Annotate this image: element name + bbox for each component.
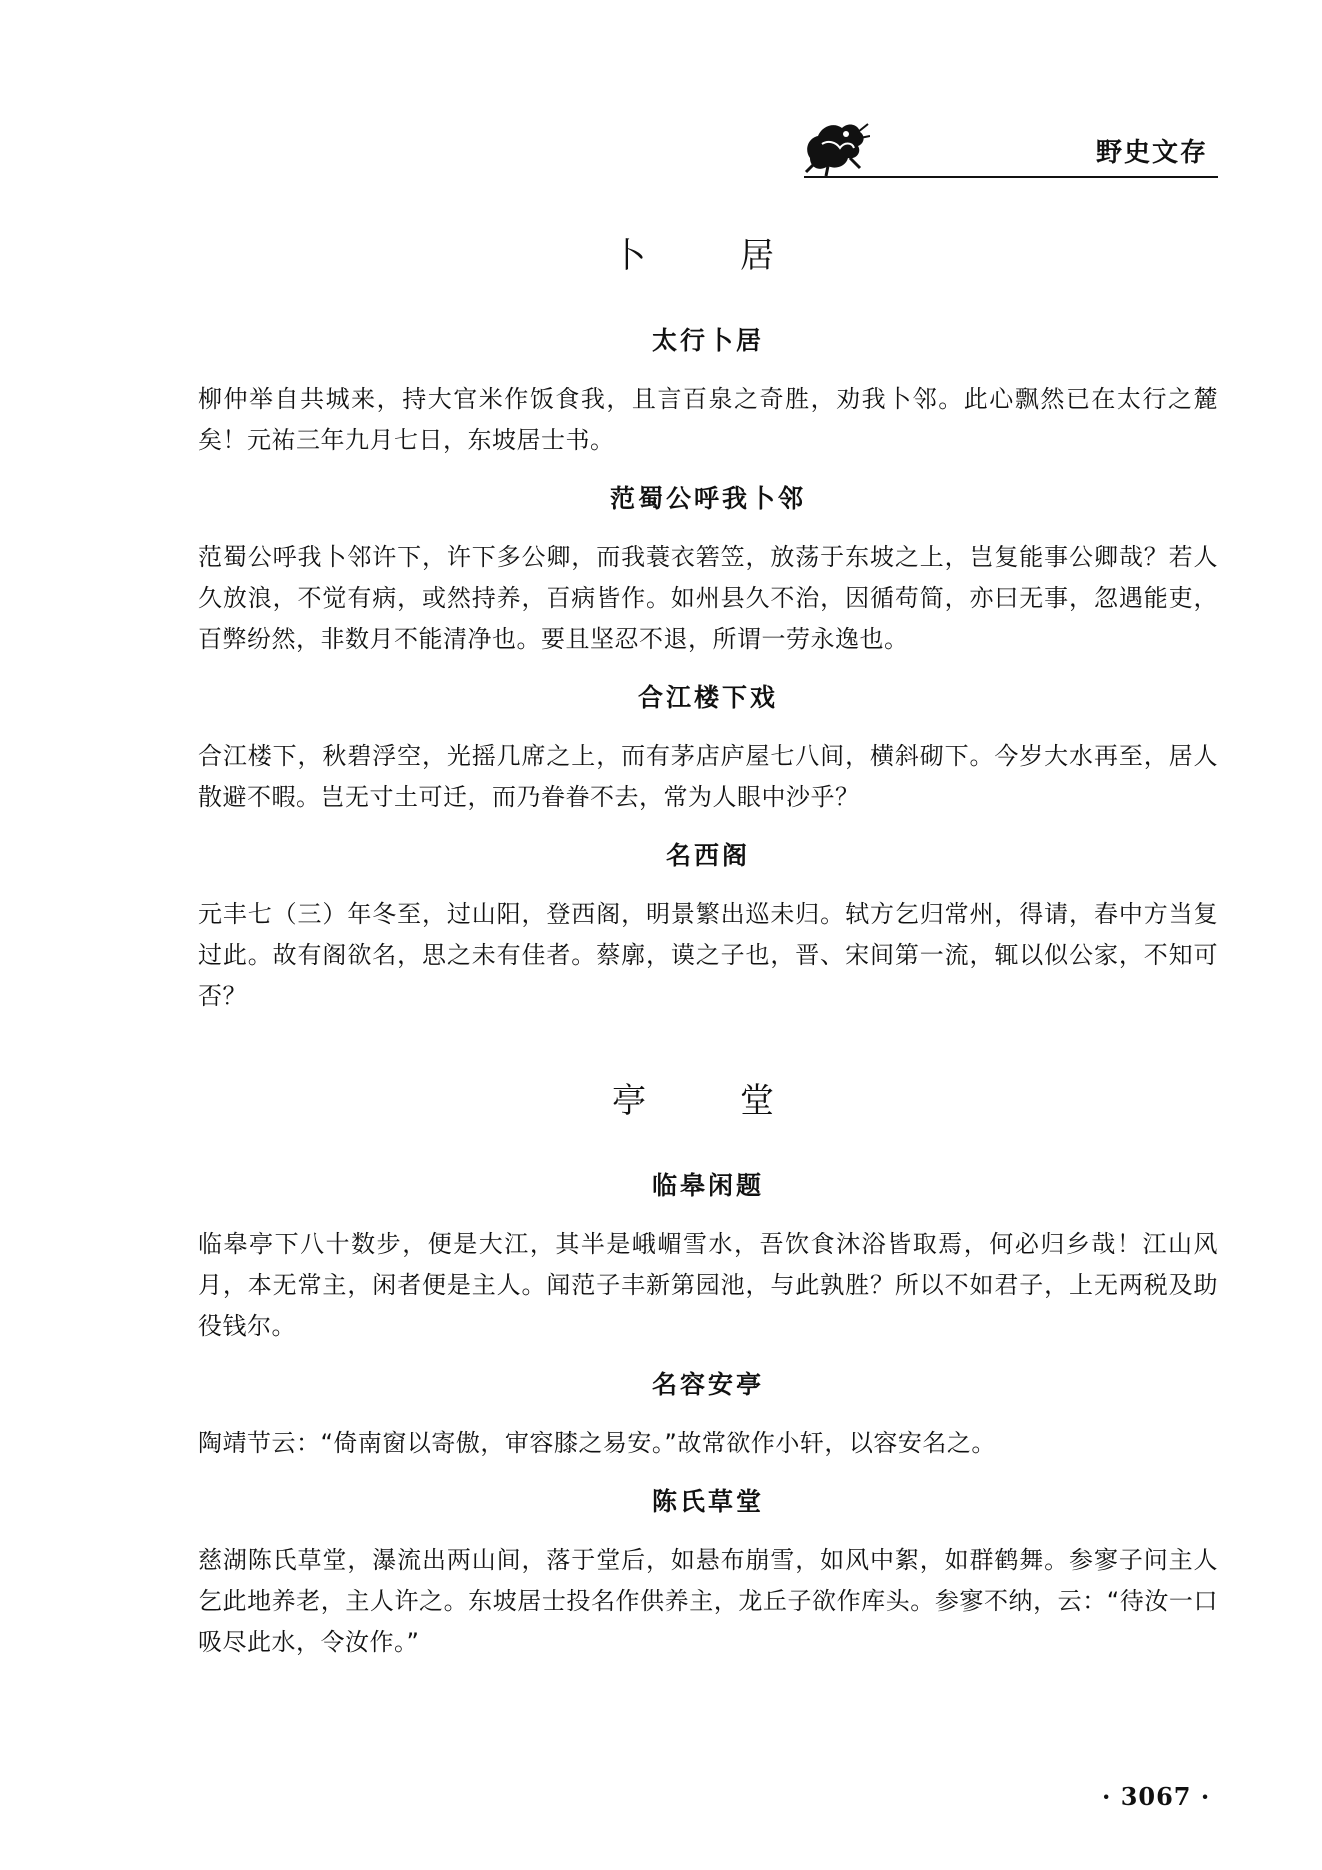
entry-heading: 临皋闲题 — [651, 1171, 764, 1200]
page-number: · 3067 · — [1102, 1782, 1211, 1811]
dragon-emblem-icon — [800, 114, 870, 178]
series-title: 野史文存 — [1095, 138, 1208, 168]
entry-heading: 名容安亭 — [651, 1370, 764, 1399]
entry-text: 陶靖节云：“倚南窗以寄傲，审容膝之易安。”故常欲作小轩，以容安名之。 — [198, 1429, 996, 1457]
entry-text: 慈湖陈氏草堂，瀑流出两山间，落于堂后，如悬布崩雪，如风中絮，如群鹤舞。参寥子问主人乞此地养老，主人许之。东坡居士投名作供养主，龙丘子欲作库头。参寥不纳，云：“待汝一口吸尽此水，令汝作。” — [198, 1546, 1218, 1656]
entry-text: 元丰七（三）年冬至，过山阳，登西阁，明景繁出巡未归。轼方乞归常州，得请，春中方当复过此。故有阁欲名，思之未有佳者。蔡廓，谟之子也，晋、宋间第一流，辄以似公家，不知可否？ — [198, 900, 1218, 1010]
entry-text: 临皋亭下八十数步，便是大江，其半是峨嵋雪水，吾饮食沐浴皆取焉，何必归乡哉！江山风月，本无常主，闲者便是主人。闻范子丰新第园池，与此孰胜？所以不如君子，上无两税及助役钱尔。 — [198, 1230, 1218, 1340]
section-title: 亭 堂 — [612, 1081, 804, 1121]
page-header — [800, 100, 1220, 180]
page-content — [198, 228, 1218, 1681]
section — [198, 1073, 1218, 1663]
header-rule — [804, 176, 1218, 178]
entry-heading: 名西阁 — [665, 841, 750, 870]
section-title: 卜 居 — [612, 236, 804, 276]
entry-heading: 陈氏草堂 — [651, 1487, 764, 1516]
entry-heading: 合江楼下戏 — [637, 683, 778, 712]
entry-text: 范蜀公呼我卜邻许下，许下多公卿，而我蓑衣箬笠，放荡于东坡之上，岂复能事公卿哉？若人久放浪，不觉有病，或然持养，百病皆作。如州县久不治，因循苟简，亦曰无事，忽遇能吏，百弊纷然，非数月不能清净也。要且坚忍不退，所谓一劳永逸也。 — [198, 543, 1218, 653]
entry-text: 合江楼下，秋碧浮空，光摇几席之上，而有茅店庐屋七八间，横斜砌下。今岁大水再至，居人散避不暇。岂无寸土可迁，而乃眷眷不去，常为人眼中沙乎？ — [198, 742, 1218, 811]
entry-heading: 范蜀公呼我卜邻 — [609, 484, 806, 513]
section — [198, 228, 1218, 1017]
entry-text: 柳仲举自共城来，持大官米作饭食我，且言百泉之奇胜，劝我卜邻。此心飘然已在太行之麓矣！元祐三年九月七日，东坡居士书。 — [198, 385, 1218, 454]
entry-heading: 太行卜居 — [651, 326, 764, 355]
